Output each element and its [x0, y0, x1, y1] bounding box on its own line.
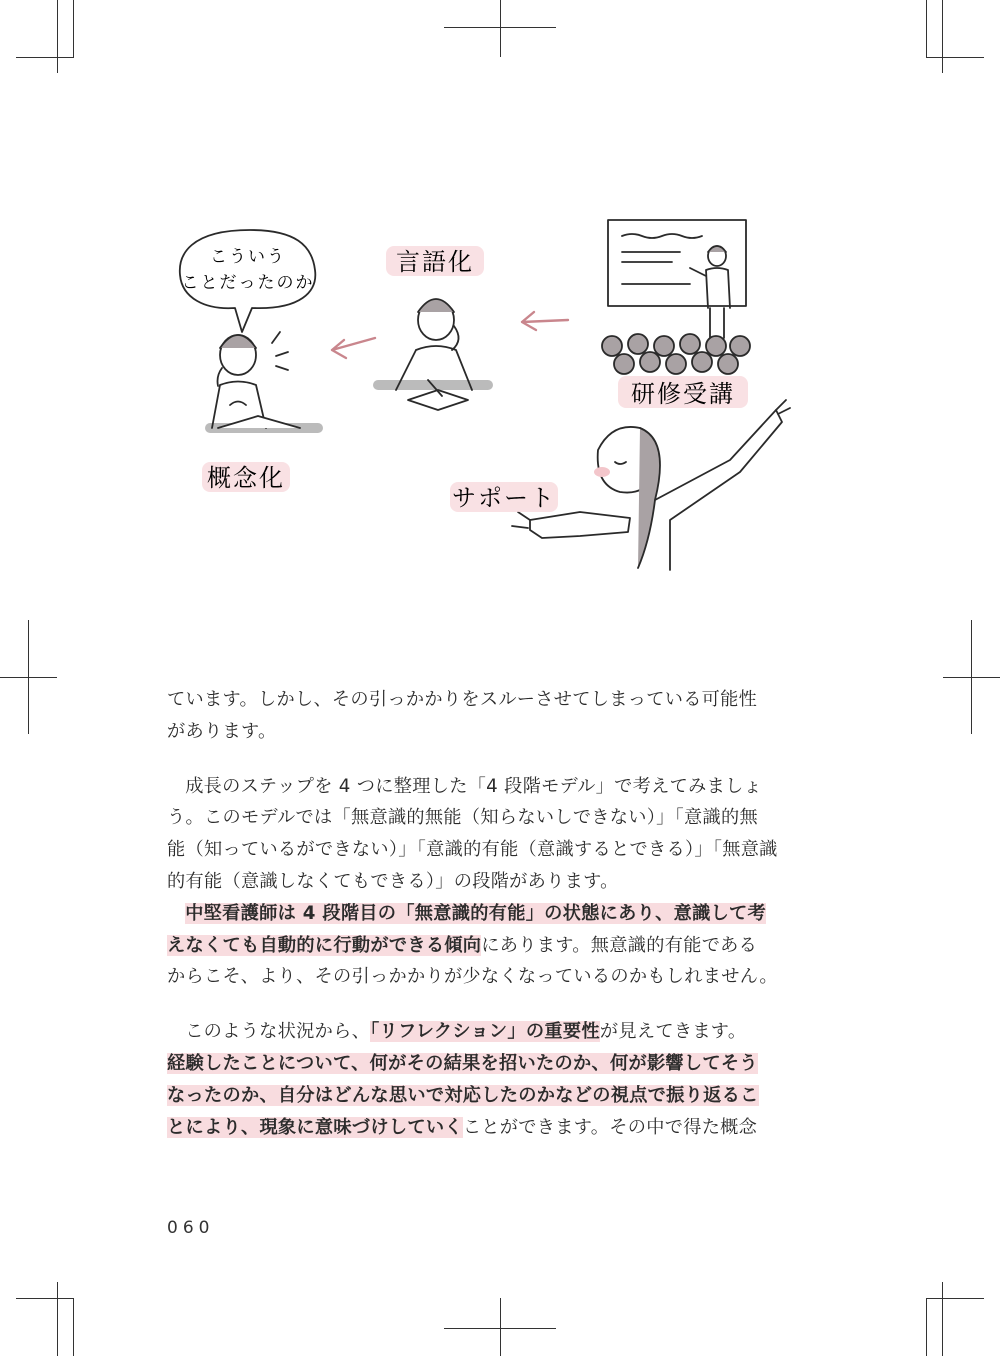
text-line [167, 898, 789, 930]
text-segment: ことができます。その中で得た概念 [462, 1116, 758, 1138]
text-segment: う。このモデルでは「無意識的無能（知らないしできない）」「意識的無 [167, 807, 758, 829]
speech-bubble-line-2: ことだったのか [181, 273, 315, 293]
text-line [167, 1048, 789, 1080]
text-line [167, 802, 789, 834]
text-segment: が見えてきます。 [599, 1021, 747, 1043]
arrow-to-verbalization [522, 312, 568, 330]
text-segment: このような状況から、 [185, 1021, 371, 1043]
lecture-board [608, 220, 746, 338]
text-segment: ています。しかし、その引っかかりをスルーさせてしまっている可能性 [167, 689, 758, 710]
label-training: 研修受講 [631, 380, 735, 408]
highlighted-text: とにより、現象に意味づけしていく [167, 1116, 463, 1138]
highlighted-text: 「リフレクション」の重要性 [370, 1021, 600, 1043]
text-line [167, 771, 789, 803]
student-writing [378, 299, 488, 410]
text-line [167, 716, 789, 748]
label-verbalization: 言語化 [396, 248, 474, 276]
text-segment: 的有能（意識しなくてもできる）」の段階があります。 [167, 870, 619, 892]
highlighted-text: 中堅看護師は 4 段階目の「無意識的有能」の状態にあり、意識して考 [185, 902, 767, 924]
text-line [167, 930, 789, 962]
label-conceptualization: 概念化 [207, 464, 285, 492]
paragraph [167, 684, 789, 748]
text-segment: 能（知っているができない）」「意識的有能（意識するとできる）」「無意識 [167, 839, 778, 861]
text-segment: があります。 [167, 720, 277, 742]
paragraph [167, 898, 789, 993]
text-line [167, 834, 789, 866]
body-text [167, 684, 789, 1143]
text-line [167, 961, 789, 993]
paragraph-gap [167, 748, 789, 771]
growth-cycle-illustration [150, 200, 810, 600]
highlighted-text: 経験したことについて、何がその結果を招いたのか、何が影響してそう [167, 1052, 758, 1074]
arrow-to-conceptualization [332, 338, 375, 358]
text-segment: 成長のステップを 4 つに整理した「4 段階モデル」で考えてみましょ [185, 775, 763, 797]
highlighted-text: なったのか、自分はどんな思いで対応したのかなどの視点で振り返るこ [167, 1084, 759, 1106]
text-segment: にあります。無意識的有能である [481, 934, 758, 956]
paragraph [167, 771, 789, 898]
label-support: サポート [452, 484, 556, 512]
speech-bubble-line-1: こういう [210, 247, 286, 267]
text-segment: からこそ、より、その引っかかりが少なくなっているのかもしれません。 [167, 966, 778, 988]
page-number: 060 [167, 1218, 215, 1238]
text-line [167, 1080, 789, 1112]
text-line [167, 1112, 789, 1144]
text-line [167, 866, 789, 898]
text-line [167, 684, 789, 716]
paragraph-gap [167, 993, 789, 1016]
audience [602, 334, 750, 374]
paragraph [167, 1016, 789, 1143]
student-understanding [210, 332, 318, 428]
text-line [167, 1016, 789, 1048]
highlighted-text: えなくても自動的に行動ができる傾向 [167, 934, 482, 956]
